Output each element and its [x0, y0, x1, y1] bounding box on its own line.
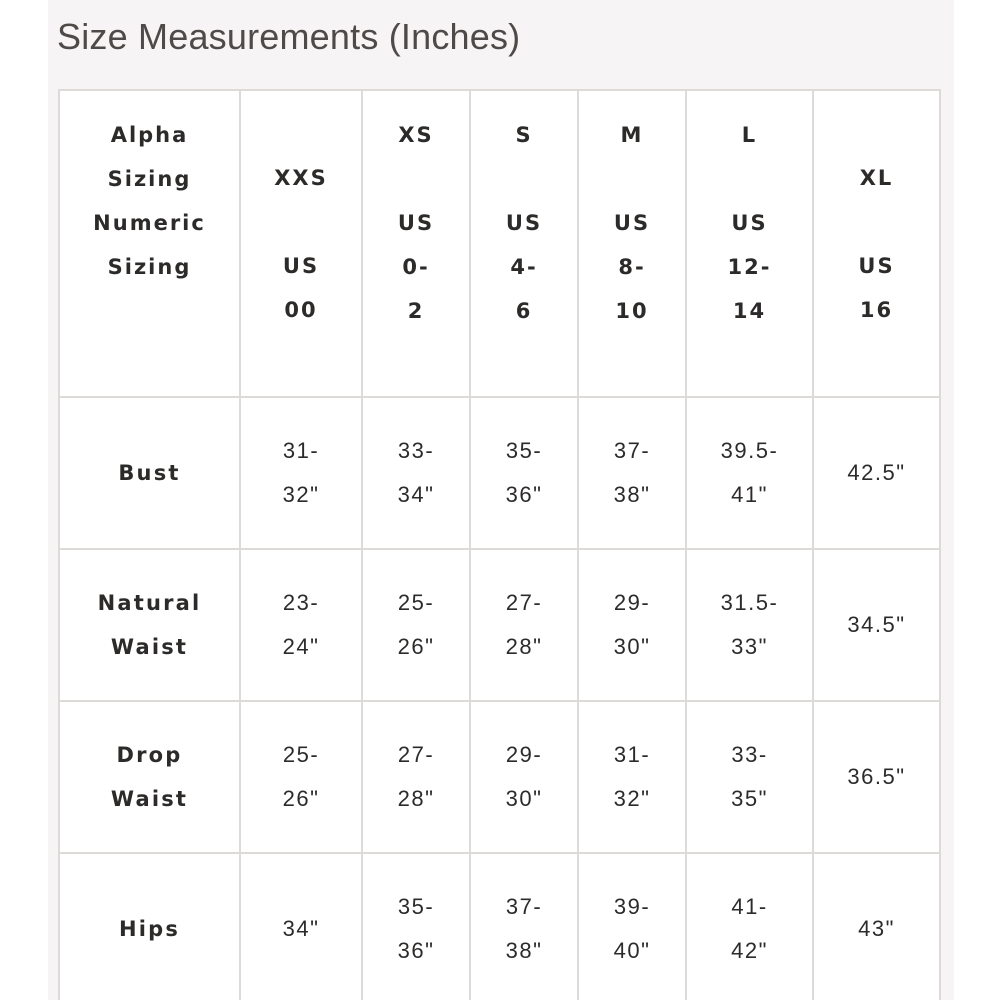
value-line: 27-	[397, 742, 435, 767]
measurement-cell	[470, 397, 578, 549]
value-line: 36.5"	[847, 764, 906, 789]
measurement-row-bust	[59, 397, 940, 549]
value-line: 35"	[731, 786, 768, 811]
measurement-cell	[578, 853, 686, 1000]
measurement-cell	[578, 701, 686, 853]
alpha-size: XXS	[274, 165, 328, 190]
value-line: 33-	[731, 742, 768, 767]
value-line: 28"	[505, 634, 543, 659]
measurement-row-natural-waist	[59, 549, 940, 701]
alpha-size: M	[620, 123, 644, 147]
value-line: 32"	[282, 482, 320, 507]
measurement-cell	[813, 701, 940, 853]
value-line: 39.5-	[720, 438, 779, 463]
measurement-cell	[686, 853, 813, 1000]
value-line: 36"	[505, 482, 543, 507]
size-chart-table	[58, 89, 941, 1000]
value-line: 34"	[282, 916, 320, 941]
numeric-size-line: 10	[615, 299, 649, 323]
row-label-line: Waist	[110, 787, 189, 811]
numeric-size-line: 12-	[727, 255, 772, 279]
numeric-size-line: US	[858, 253, 895, 278]
numeric-size-line: US	[731, 211, 768, 235]
measurement-cell	[686, 549, 813, 701]
value-line: 34.5"	[847, 612, 906, 637]
page-title: Size Measurements (Inches)	[57, 16, 521, 57]
measurement-cell	[240, 853, 362, 1000]
value-line: 31-	[282, 438, 320, 463]
measurement-cell	[470, 853, 578, 1000]
value-line: 33"	[731, 634, 768, 659]
value-line: 26"	[282, 786, 320, 811]
value-line: 37-	[613, 438, 651, 463]
value-line: 36"	[397, 938, 435, 963]
value-line: 27-	[505, 590, 543, 615]
row-label	[59, 549, 240, 701]
numeric-size-line: 8-	[618, 255, 646, 279]
value-line: 31-	[613, 742, 651, 767]
measurement-cell	[813, 549, 940, 701]
numeric-size-line: US	[505, 211, 543, 235]
measurement-cell	[240, 701, 362, 853]
measurement-row-hips	[59, 853, 940, 1000]
value-line: 25-	[282, 742, 320, 767]
measurement-cell	[362, 397, 470, 549]
label-alpha-line: Alpha	[110, 123, 189, 147]
measurement-cell	[362, 549, 470, 701]
value-line: 35-	[397, 894, 435, 919]
row-label-header	[59, 90, 240, 397]
measurement-cell	[578, 549, 686, 701]
row-label-line: Natural	[97, 591, 202, 615]
size-header-s	[470, 90, 578, 397]
measurement-cell	[813, 853, 940, 1000]
row-label-line: Waist	[110, 635, 189, 659]
header-row	[59, 90, 940, 397]
measurement-cell	[240, 549, 362, 701]
numeric-size-line: 00	[284, 297, 318, 322]
measurement-cell	[362, 701, 470, 853]
label-numeric-line: Numeric	[93, 211, 206, 235]
alpha-size: XS	[398, 123, 434, 147]
value-line: 30"	[505, 786, 543, 811]
value-line: 41-	[731, 894, 768, 919]
value-line: 34"	[397, 482, 435, 507]
value-line: 23-	[282, 590, 320, 615]
measurement-cell	[686, 397, 813, 549]
size-header-xxs	[240, 90, 362, 397]
numeric-size-line: 6	[515, 299, 533, 323]
size-header-xl	[813, 90, 940, 397]
row-label-line: Hips	[118, 917, 181, 941]
value-line: 39-	[613, 894, 651, 919]
row-label	[59, 701, 240, 853]
numeric-size-line: US	[613, 211, 651, 235]
value-line: 29-	[505, 742, 543, 767]
measurement-cell	[470, 701, 578, 853]
value-line: 40"	[613, 938, 651, 963]
row-label-line: Bust	[118, 461, 181, 485]
value-line: 38"	[505, 938, 543, 963]
value-line: 29-	[613, 590, 651, 615]
numeric-size-line: US	[397, 211, 435, 235]
value-line: 42"	[731, 938, 768, 963]
value-line: 43"	[858, 916, 895, 941]
value-line: 30"	[613, 634, 651, 659]
alpha-size: S	[515, 123, 533, 147]
numeric-size-line: 0-	[402, 255, 430, 279]
value-line: 42.5"	[847, 460, 906, 485]
numeric-size-line: 14	[732, 299, 767, 323]
value-line: 26"	[397, 634, 435, 659]
measurement-cell	[813, 397, 940, 549]
size-header-m	[578, 90, 686, 397]
value-line: 24"	[282, 634, 320, 659]
numeric-size-line: 4-	[510, 255, 538, 279]
numeric-size-line: US	[282, 253, 320, 278]
value-line: 38"	[613, 482, 651, 507]
numeric-size-line: 16	[859, 297, 894, 322]
value-line: 37-	[505, 894, 543, 919]
measurement-cell	[578, 397, 686, 549]
label-alpha-line: Sizing	[107, 167, 192, 191]
alpha-size: L	[741, 123, 758, 147]
value-line: 32"	[613, 786, 651, 811]
measurement-cell	[686, 701, 813, 853]
measurement-cell	[362, 853, 470, 1000]
row-label	[59, 397, 240, 549]
value-line: 28"	[397, 786, 435, 811]
row-label	[59, 853, 240, 1000]
size-header-xs	[362, 90, 470, 397]
measurement-row-drop-waist	[59, 701, 940, 853]
value-line: 31.5-	[720, 590, 779, 615]
label-numeric-line: Sizing	[107, 255, 192, 279]
value-line: 25-	[397, 590, 435, 615]
measurement-cell	[240, 397, 362, 549]
value-line: 33-	[397, 438, 435, 463]
row-label-line: Drop	[116, 743, 183, 767]
size-header-l	[686, 90, 813, 397]
value-line: 41"	[731, 482, 768, 507]
numeric-size-line: 2	[407, 299, 425, 323]
alpha-size: XL	[859, 165, 894, 190]
value-line: 35-	[505, 438, 543, 463]
measurement-cell	[470, 549, 578, 701]
